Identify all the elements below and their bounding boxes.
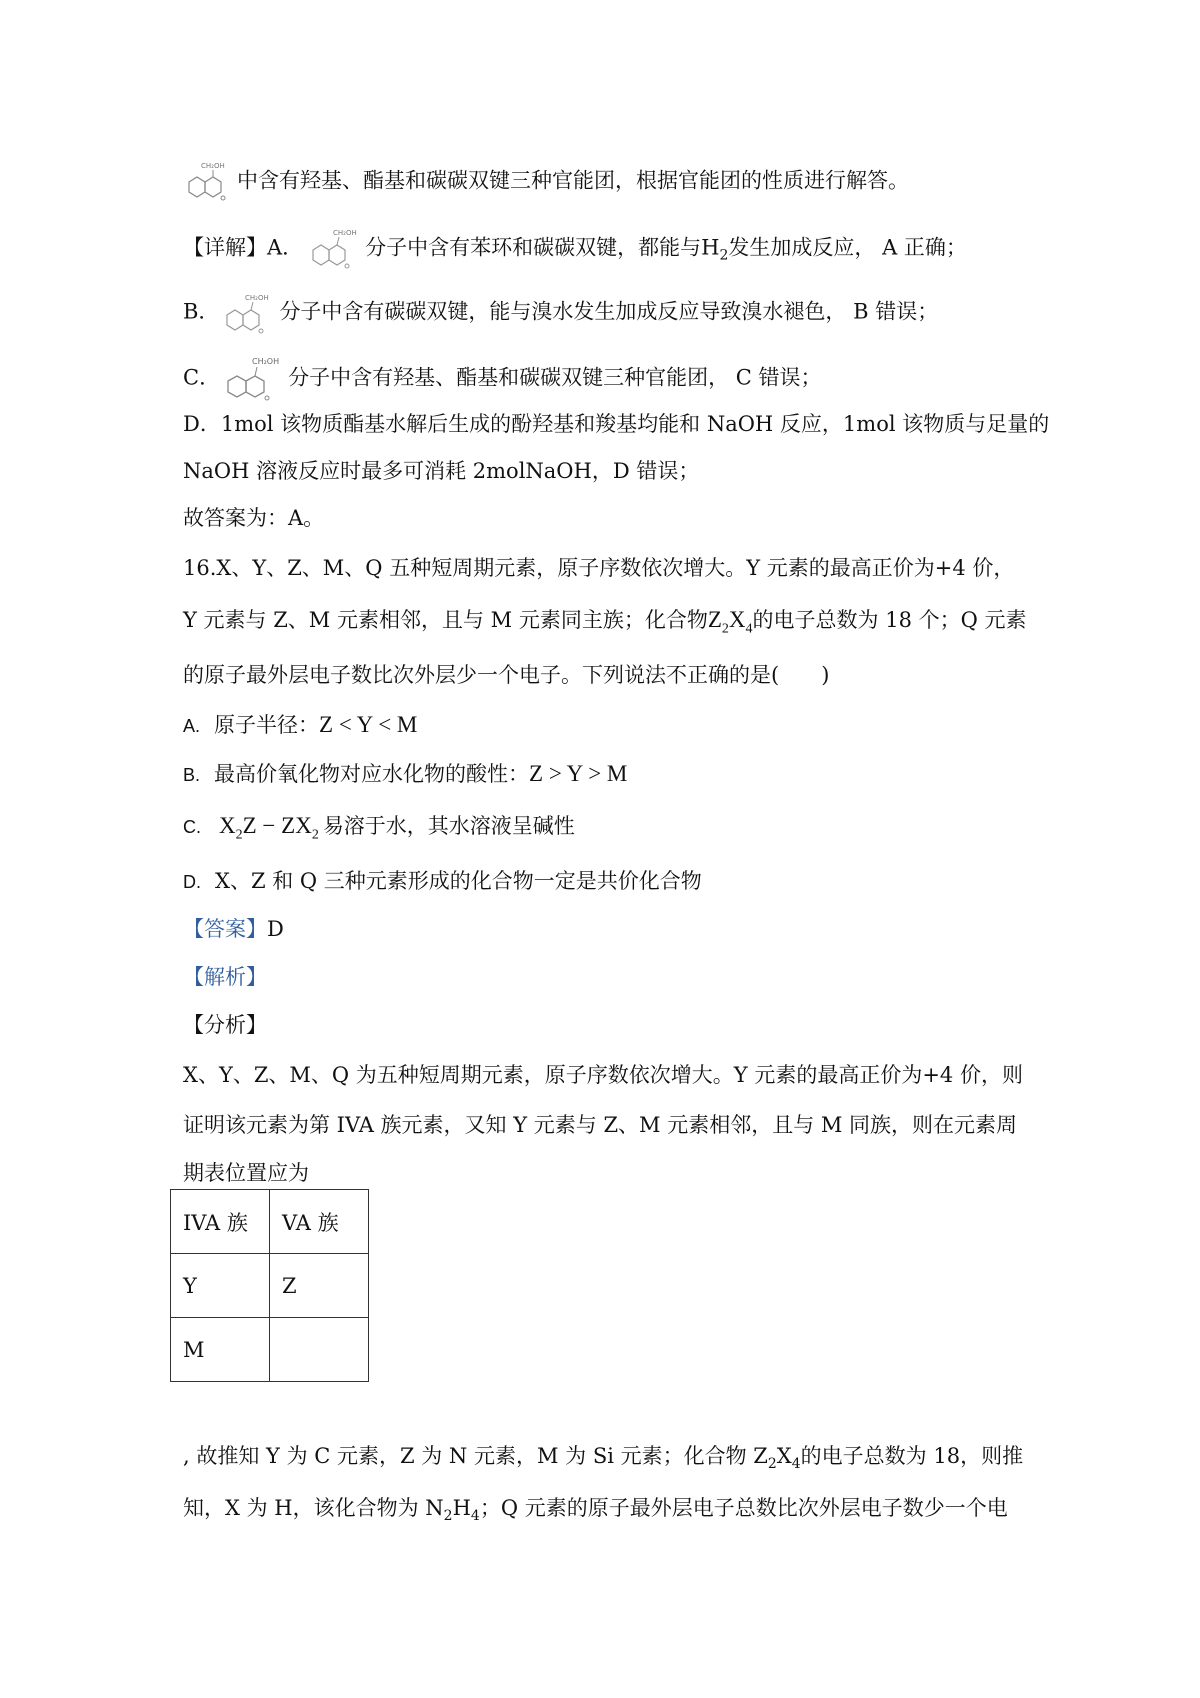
intro-line [183, 160, 909, 204]
structure-label: CH₂OH [201, 162, 225, 170]
detail-answer-line: 故答案为：A。 [183, 506, 325, 530]
intro-text: 中含有羟基、酯基和碳碳双键三种官能团，根据官能团的性质进行解答。 [237, 168, 909, 193]
detail-c-line [183, 354, 822, 404]
option-b-label: B. [183, 765, 201, 785]
detail-c-prefix: C． [183, 365, 221, 390]
question16-line-2 [183, 605, 1027, 645]
option-a [183, 710, 417, 741]
table-cell: M [171, 1318, 270, 1382]
svg-text:CH₂OH: CH₂OH [333, 229, 357, 237]
coumarin-structure-icon [220, 354, 286, 404]
table-row [171, 1190, 369, 1254]
option-b [183, 759, 627, 790]
question16-line-3: 的原子最外层电子数比次外层少一个电子。下列说法不正确的是( ) [183, 663, 830, 687]
periodic-position-table [170, 1189, 369, 1382]
analysis-after-line-1: , 故推知 Y 为 C 元素，Z 为 N 元素，M 为 Si 元素；化合物 $Z_2X_4$的电子总数为 18，则推 [183, 1444, 1024, 1473]
coumarin-structure-icon [219, 290, 277, 336]
option-a-formula: Z < Y < M [319, 712, 418, 737]
h2-formula: H [701, 235, 720, 260]
question16-line-2-b: 的电子总数为 18 个；Q 元素 [752, 608, 1027, 632]
table-header-cell: VA 族 [270, 1190, 369, 1254]
detail-a-text2: 发生加成反应， A 正确； [728, 235, 967, 260]
option-d [183, 866, 702, 897]
detail-a-line [183, 226, 967, 272]
h2-subscript: 2 [719, 247, 729, 264]
option-c [183, 811, 575, 851]
option-c-label: C. [183, 817, 201, 837]
option-a-label: A. [183, 716, 201, 736]
answer-line [183, 914, 284, 944]
detail-c-text: 分子中含有羟基、酯基和碳碳双键三种官能团， C 错误； [288, 365, 822, 390]
analysis-line-1: X、Y、Z、M、Q 为五种短周期元素，原子序数依次增大。Y 元素的最高正价为+4 价，则 [183, 1063, 1023, 1087]
detail-b-prefix: B． [183, 299, 220, 324]
detail-b-text: 分子中含有碳碳双键，能与溴水发生加成反应导致溴水褪色， B 错误； [279, 299, 939, 324]
answer-label: 【答案】 [183, 917, 267, 941]
coumarin-structure-icon [303, 226, 363, 272]
question16-line-2-a: Y 元素与 Z、M 元素相邻，且与 M 元素同主族；化合物 [183, 608, 708, 632]
option-c-text: 易溶于水，其水溶液呈碱性 [322, 814, 575, 838]
coumarin-structure-icon [183, 160, 235, 204]
z2x4-formula: $Z_2X_4$ [707, 607, 753, 637]
table-header-cell: IVA 族 [171, 1190, 270, 1254]
option-b-formula: Z > Y > M [529, 761, 628, 786]
option-a-text: 原子半径： [214, 713, 320, 737]
svg-text:CH₂OH: CH₂OH [252, 357, 280, 366]
svg-text:CH₂OH: CH₂OH [245, 294, 270, 302]
table-cell: Z [270, 1254, 369, 1318]
question16-line-1: 16.X、Y、Z、M、Q 五种短周期元素，原子序数依次增大。Y 元素的最高正价为+4 价， [183, 556, 1015, 580]
analysis-after-line-2: 知，X 为 H，该化合物为 $N_2H_4$；Q 元素的原子最外层电子总数比次外层电子数少一个电 [183, 1496, 1008, 1525]
analysis-line-2: 证明该元素为第 IVA 族元素，又知 Y 元素与 Z、M 元素相邻，且与 M 同族，则在元素周 [183, 1113, 1018, 1137]
detail-a-text: 分子中含有苯环和碳碳双键，都能与 [365, 235, 702, 260]
fenxi-label: 【分析】 [183, 1013, 267, 1037]
option-d-text: X、Z 和 Q 三种元素形成的化合物一定是共价化合物 [215, 869, 702, 893]
detail-d-line-2: NaOH 溶液反应时最多可消耗 2molNaOH，D 错误； [183, 459, 700, 483]
option-b-text: 最高价氧化物对应水化物的酸性： [214, 762, 530, 786]
table-cell: Y [171, 1254, 270, 1318]
table-row [171, 1254, 369, 1318]
option-c-formula: $X_2Z - ZX_2$ [219, 813, 319, 843]
analysis-line-3: 期表位置应为 [183, 1161, 309, 1185]
answer-value: D [267, 917, 284, 941]
table-row [171, 1318, 369, 1382]
detail-b-line [183, 290, 938, 336]
detail-d-line-1: D．1mol 该物质酯基水解后生成的酚羟基和羧基均能和 NaOH 反应，1mol 该物质与足量的 [183, 412, 1050, 436]
detail-a-prefix: 【详解】A． [183, 235, 304, 260]
analysis-label: 【解析】 [183, 965, 267, 989]
option-d-label: D. [183, 872, 201, 892]
table-cell [270, 1318, 369, 1382]
